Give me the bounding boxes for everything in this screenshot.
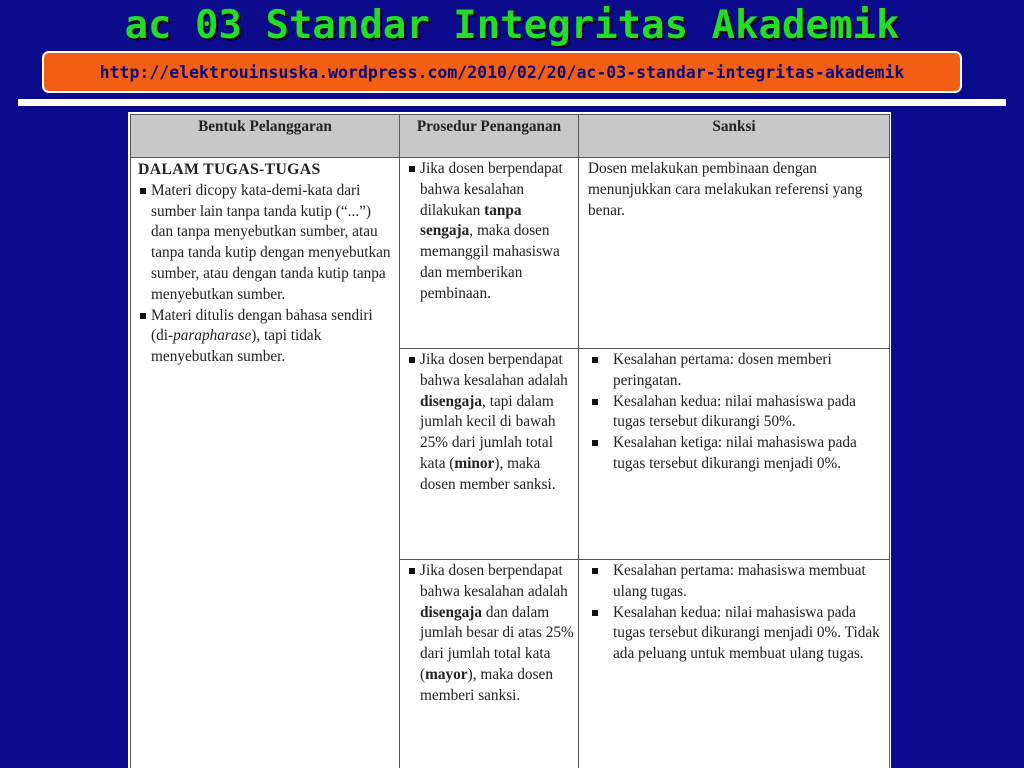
header-sanction: Sanksi [579,115,890,158]
list-item: Kesalahan pertama: dosen memberi peringatan. [585,350,885,392]
procedure-text: , tapi dalam jumlah kecil di bawah 25% dari jumlah total kata ( [420,392,556,472]
integrity-sanctions-table [130,114,890,768]
title-divider [18,99,1006,106]
sanction-cell [579,158,890,349]
procedure-emphasis: tanpa sengaja [420,201,522,240]
violation-cell [131,158,400,768]
source-url-link[interactable]: http://elektrouinsuska.wordpress.com/2010/02/20/ac-03-standar-integritas-akademik [42,51,962,93]
table-header-row [131,115,890,158]
list-item [406,561,574,707]
procedure-emphasis: disengaja [420,392,483,410]
violation-text: Materi ditulis dengan bahasa sendiri (di- [151,306,373,345]
violation-text: ), tapi tidak menyebutkan sumber. [151,327,322,366]
document-image [128,112,891,768]
list-item: Kesalahan pertama: mahasiswa membuat ulang tugas. [585,561,885,603]
list-item [406,159,574,305]
slide-title: ac 03 Standar Integritas Akademik [124,3,900,48]
list-item: Kesalahan ketiga: nilai mahasiswa pada tugas tersebut dikurangi menjadi 0%. [585,433,885,475]
procedure-cell [400,560,579,768]
violation-list [137,181,395,368]
list-item [406,350,574,496]
violation-group-title: DALAM TUGAS-TUGAS [138,161,321,178]
procedure-text: Jika dosen berpendapat bahwa kesalahan adalah [420,562,568,600]
procedure-text: , maka dosen memanggil mahasiswa dan memberikan pembinaan. [420,222,560,302]
list-item: Materi dicopy kata-demi-kata dari sumber lain tanpa tanda kutip (“...”) dan tanpa menyebutkan sumber, atau tanpa tanda kutip dengan menyebutkan sumber, atau dengan tanda kutip tanpa menyebutkan sumber. [137,181,395,306]
list-item [137,306,395,368]
procedure-cell [400,158,579,349]
table-row [131,158,890,349]
header-procedure: Prosedur Penanganan [400,115,579,158]
procedure-text: ), maka dosen memberi sanksi. [420,665,553,704]
procedure-text: dan dalam jumlah besar di atas 25% dari jumlah total kata ( [420,603,574,683]
procedure-emphasis: mayor [425,665,468,683]
sanction-cell [579,349,890,560]
procedure-text: Jika dosen berpendapat bahwa kesalahan adalah [420,351,568,389]
list-item: Kesalahan kedua: nilai mahasiswa pada tugas tersebut dikurangi 50%. [585,392,885,434]
sanction-text: Dosen melakukan pembinaan dengan menunjukkan cara melakukan referensi yang benar. [588,160,863,219]
violation-italic-term: parapharase [173,327,252,345]
procedure-text: Jika dosen berpendapat bahwa kesalahan dilakukan [420,160,563,219]
procedure-cell [400,349,579,560]
procedure-emphasis: minor [454,454,495,472]
procedure-text: ), maka dosen member sanksi. [420,454,556,493]
sanction-cell [579,560,890,768]
header-violation: Bentuk Pelanggaran [131,115,400,158]
procedure-emphasis: disengaja [420,603,483,621]
list-item: Kesalahan kedua: nilai mahasiswa pada tugas tersebut dikurangi menjadi 0%. Tidak ada peluang untuk membuat ulang tugas. [585,603,885,665]
